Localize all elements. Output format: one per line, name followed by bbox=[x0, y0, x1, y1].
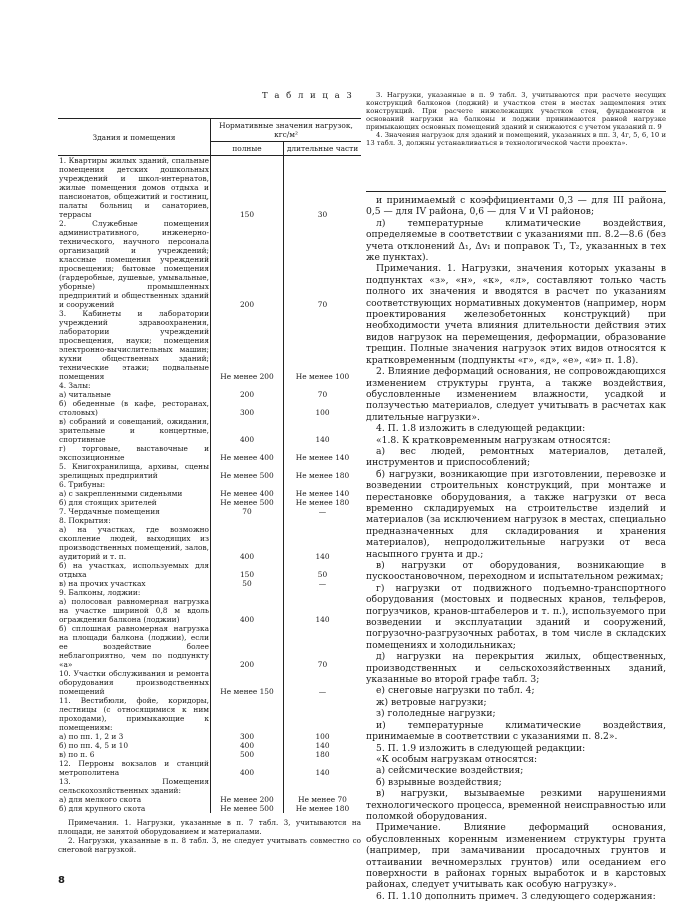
row-label: б) по пп. 4, 5 и 10 bbox=[59, 741, 129, 750]
table-row bbox=[58, 399, 361, 417]
table-row bbox=[58, 498, 361, 507]
table-row bbox=[58, 309, 361, 381]
row-label: 5. Книгохранилища, архивы, сцены зрелищных предприятий bbox=[59, 462, 209, 480]
row-label: б) сплошная равномерная нагрузка на площади балкона (лоджии), если ее воздействие более неблагоприятно, чем по подпункту «а» bbox=[59, 624, 209, 669]
row-label: 12. Перроны вокзалов и станций метрополитена bbox=[59, 759, 209, 777]
row-label: б) для стоящих зрителей bbox=[59, 498, 157, 507]
paragraph: «1.8. К кратковременным нагрузкам относятся: bbox=[376, 434, 611, 446]
paragraph: а) вес людей, ремонтных материалов, деталей, инструментов и приспособлений; bbox=[366, 445, 666, 469]
row-label: 8. Покрытия: bbox=[59, 516, 111, 525]
paragraph: б) взрывные воздействия; bbox=[376, 776, 502, 788]
row-long-value: — bbox=[284, 669, 362, 696]
row-full-value: 400 bbox=[211, 417, 284, 444]
table-row bbox=[58, 777, 361, 795]
row-label: 3. Кабинеты и лаборатории учреждений здравоохранения, лаборатории учреждений просвещения, науки; помещения электронно-вычислительных машин; кухни общественных зданий; технические этажи; подвальные помещения bbox=[59, 309, 209, 381]
row-label: 11. Вестибюли, фойе, коридоры, лестницы (с относящимися к ним проходами), примыкающие к помещениям: bbox=[59, 696, 209, 732]
row-label: в) собраний и совещаний, ожидания, зрительные и концертные, спортивные bbox=[59, 417, 209, 444]
row-full-value: 150 bbox=[211, 156, 284, 220]
row-full-value: 50 bbox=[211, 579, 284, 588]
paragraph: а) сейсмические воздействия; bbox=[376, 765, 524, 777]
row-label: 9. Балконы, лоджии: bbox=[59, 588, 141, 597]
table-title: Т а б л и ц а 3 bbox=[262, 91, 354, 101]
paragraph: б) нагрузки, возникающие при изготовлении, перевозке и возведении строительных конструкций, при монтаже и перестановке оборудования, а также нагрузки от веса временно складируемых на строительстве изделий и материалов (за исключением нагрузок в местах, специально предназначенных для складирования и хранения материалов), непродолжительные нагрузки от веса насыпного грунта и др.; bbox=[366, 468, 666, 560]
row-full-value: Не менее 200 bbox=[211, 309, 284, 381]
table-row bbox=[58, 732, 361, 741]
row-label: а) на участках, где возможно скопление людей, выходящих из производственных помещений, залов, аудиторий и т. п. bbox=[59, 525, 209, 561]
row-full-value: Не менее 400 bbox=[211, 444, 284, 462]
table-row bbox=[58, 219, 361, 309]
paragraph: и принимаемый с коэффициентами 0,3 — для III района, 0,5 — для IV района, 0,6 — для V и VI районов; bbox=[366, 195, 666, 218]
row-full-value bbox=[211, 480, 284, 489]
paragraph: з) гололедные нагрузки; bbox=[376, 708, 496, 720]
row-long-value: 30 bbox=[284, 156, 362, 220]
row-full-value bbox=[211, 381, 284, 390]
row-long-value: Не менее 180 bbox=[284, 804, 362, 813]
right-column-text bbox=[366, 195, 666, 902]
table-row bbox=[58, 444, 361, 462]
row-full-value: 300 bbox=[211, 399, 284, 417]
row-label: а) по пп. 1, 2 и 3 bbox=[59, 732, 124, 741]
row-label: 1. Квартиры жилых зданий, спальные помещения детских дошкольных учреждений и школ-интернатов, жилые помещения домов отдыха и пансионатов, общежитий и гостиниц, палаты больниц и санаториев, террасы bbox=[59, 156, 209, 219]
table-row bbox=[58, 561, 361, 579]
table-body bbox=[58, 156, 361, 814]
row-label: 7. Чердачные помещения bbox=[59, 507, 160, 516]
row-long-value bbox=[284, 381, 362, 390]
row-long-value: — bbox=[284, 507, 362, 516]
table-row bbox=[58, 741, 361, 750]
table-row bbox=[58, 759, 361, 777]
paragraph: л) температурные климатические воздействия, определяемые в соответствии с указаниями пп. 8.2—8.6 (без учета отклонений Δ₁, Δv₁ и поправок T₁, T₂, указанных в тех же пунктах). bbox=[366, 217, 666, 264]
row-long-value: 70 bbox=[284, 624, 362, 669]
table-row bbox=[58, 417, 361, 444]
row-long-value bbox=[284, 516, 362, 525]
paragraph: 5. П. 1.9 изложить в следующей редакции: bbox=[376, 742, 586, 754]
row-long-value: 70 bbox=[284, 219, 362, 309]
row-label: а) читальные bbox=[59, 390, 111, 399]
table-row bbox=[58, 624, 361, 669]
row-full-value: 400 bbox=[211, 759, 284, 777]
row-full-value: 200 bbox=[211, 624, 284, 669]
row-label: 6. Трибуны: bbox=[59, 480, 106, 489]
row-long-value: 50 bbox=[284, 561, 362, 579]
table-row bbox=[58, 669, 361, 696]
row-label: б) для крупного скота bbox=[59, 804, 146, 813]
row-long-value: Не менее 180 bbox=[284, 498, 362, 507]
row-label: 10. Участки обслуживания и ремонта оборудования производственных помещений bbox=[59, 669, 209, 696]
paragraph: 4. П. 1.8 изложить в следующей редакции: bbox=[376, 423, 586, 435]
table-row bbox=[58, 750, 361, 759]
row-label: б) обеденные (в кафе, ресторанах, столовых) bbox=[59, 399, 209, 417]
row-long-value: 140 bbox=[284, 741, 362, 750]
paragraph: 2. Влияние деформаций основания, не сопровождающихся изменением структуры грунта, а также воздействия, обусловленные изменением влажности, усадкой и ползучестью материалов, следует учитывать в расчетах как длительные нагрузки». bbox=[366, 366, 666, 423]
paragraph: Примечание. Влияние деформаций основания, обусловленных коренным изменением структуры грунта (например, при замачивании просадочных грунтов и оттаивании вечномерзлых грунтов) или оседанием его поверхности в районах горных выработок и в карстовых районах, следует учитывать как особую нагрузку». bbox=[366, 822, 666, 891]
row-long-value: — bbox=[284, 579, 362, 588]
col-head-full: полные bbox=[211, 142, 284, 156]
row-long-value bbox=[284, 588, 362, 597]
paragraph: «К особым нагрузкам относятся: bbox=[376, 753, 538, 765]
row-full-value bbox=[211, 516, 284, 525]
col-head-long: длительные части bbox=[284, 142, 362, 156]
loads-table bbox=[58, 118, 361, 813]
table-row bbox=[58, 381, 361, 390]
row-full-value: 400 bbox=[211, 741, 284, 750]
col-head-buildings: Здания и помещения bbox=[58, 119, 211, 156]
paragraph: в) нагрузки, вызываемые резкими нарушениями технологического процесса, временной неисправностью или поломкой оборудования. bbox=[366, 788, 666, 822]
table-row bbox=[58, 525, 361, 561]
table-row bbox=[58, 588, 361, 597]
paragraph: ж) ветровые нагрузки; bbox=[376, 696, 487, 708]
row-long-value: 140 bbox=[284, 417, 362, 444]
table-row bbox=[58, 579, 361, 588]
row-full-value: 200 bbox=[211, 390, 284, 399]
table-notes bbox=[58, 818, 361, 854]
top-notes bbox=[366, 91, 666, 147]
row-long-value bbox=[284, 696, 362, 732]
row-long-value: 100 bbox=[284, 732, 362, 741]
table-row bbox=[58, 597, 361, 624]
row-long-value bbox=[284, 777, 362, 795]
table-row bbox=[58, 795, 361, 804]
paragraph: Примечания. 1. Нагрузки, значения которых указаны в подпунктах «з», «н», «к», «л», составляют только часть полного их значения и вводятся в расчет по указаниям соответствующих нормативных документов (например, норм проектирования железобетонных конструкций) при необходимости учета влияния длительности действия этих видов нагрузок на перемещения, деформации, образование трещин. Полные значения нагрузок этих видов относятся к кратковременным (подпункты «г», «д», «е», «и» п. 1.8). bbox=[366, 263, 666, 366]
table-row bbox=[58, 156, 361, 220]
row-long-value: 140 bbox=[284, 759, 362, 777]
row-full-value: 200 bbox=[211, 219, 284, 309]
row-label: 2. Служебные помещения административного, инженерно-технического, научного персонала организаций и учреждений; классные помещения учреждений просвещения; бытовые помещения (гардеробные, душевые, умывальные, уборные) промышленных предприятий и общественных зданий и сооружений bbox=[59, 219, 209, 309]
table-row bbox=[58, 804, 361, 813]
row-label: 4. Залы: bbox=[59, 381, 91, 390]
row-long-value: 70 bbox=[284, 390, 362, 399]
row-label: в) по п. 6 bbox=[59, 750, 95, 759]
table-row bbox=[58, 696, 361, 732]
row-full-value: 70 bbox=[211, 507, 284, 516]
row-long-value: 100 bbox=[284, 399, 362, 417]
table-row bbox=[58, 516, 361, 525]
row-full-value: 400 bbox=[211, 597, 284, 624]
row-full-value: Не менее 200 bbox=[211, 795, 284, 804]
row-long-value: 140 bbox=[284, 597, 362, 624]
row-full-value: 500 bbox=[211, 750, 284, 759]
table-note: Примечания. 1. Нагрузки, указанные в п. 7 табл. 3, учитываются на площади, не занятой оборудованием и материалами. bbox=[58, 818, 361, 836]
row-long-value: Не менее 100 bbox=[284, 309, 362, 381]
row-long-value: 180 bbox=[284, 750, 362, 759]
row-full-value: Не менее 400 bbox=[211, 489, 284, 498]
row-full-value: 150 bbox=[211, 561, 284, 579]
table-row bbox=[58, 489, 361, 498]
row-long-value: Не менее 70 bbox=[284, 795, 362, 804]
table-note: 2. Нагрузки, указанные в п. 8 табл. 3, не следует учитывать совместно со снеговой нагрузкой. bbox=[58, 836, 361, 854]
row-long-value: 140 bbox=[284, 525, 362, 561]
row-full-value: Не менее 150 bbox=[211, 669, 284, 696]
row-label: б) на участках, используемых для отдыха bbox=[59, 561, 209, 579]
row-full-value bbox=[211, 777, 284, 795]
page-number: 8 bbox=[58, 875, 65, 886]
paragraph: г) нагрузки от подвижного подъемно-транспортного оборудования (мостовых и подвесных кранов, тельферов, погрузчиков, кранов-штабелеров и т. п.), используемого при возведении и эксплуатации зданий и сооружений, погрузочно-разгрузочных работах, в том числе в складских помещениях и холодильниках; bbox=[366, 582, 666, 651]
row-full-value: 400 bbox=[211, 525, 284, 561]
row-full-value: Не менее 500 bbox=[211, 462, 284, 480]
table-row bbox=[58, 462, 361, 480]
table-row bbox=[58, 480, 361, 489]
row-long-value: Не менее 140 bbox=[284, 444, 362, 462]
row-long-value: Не менее 140 bbox=[284, 489, 362, 498]
row-label: а) с закрепленными сиденьями bbox=[59, 489, 183, 498]
row-long-value bbox=[284, 480, 362, 489]
table-row bbox=[58, 390, 361, 399]
paragraph: д) нагрузки на перекрытия жилых, общественных, производственных и сельскохозяйственных зданий, указанные во второй графе табл. 3; bbox=[366, 651, 666, 686]
row-label: 13. Помещения сельскохозяйственных зданий: bbox=[59, 777, 209, 795]
row-label: а) для мелкого скота bbox=[59, 795, 142, 804]
col-head-norm: Нормативные значения нагрузок, кгс/м² bbox=[211, 119, 362, 142]
row-label: в) на прочих участках bbox=[59, 579, 146, 588]
top-note: 3. Нагрузки, указанные в п. 9 табл. 3, учитываются при расчете несущих конструкций балконов (лоджий) и участков стен в местах защемления этих конструкций. При расчете нижележащих участков стен, фундаментов и оснований нагрузки на балконы и лоджии принимаются равной нагрузке примыкающих основных помещений зданий и снижаются с учетом указаний п. 9 bbox=[366, 91, 666, 131]
row-full-value bbox=[211, 696, 284, 732]
row-long-value: Не менее 180 bbox=[284, 462, 362, 480]
paragraph: и) температурные климатические воздействия, принимаемые в соответствии с указаниями п. 8.2». bbox=[366, 719, 666, 743]
paragraph: в) нагрузки от оборудования, возникающие в пускоостановочном, переходном и испытательном режимах; bbox=[366, 560, 666, 583]
row-label: г) торговые, выставочные и экспозиционные bbox=[59, 444, 209, 462]
paragraph: 6. П. 1.10 дополнить примеч. 3 следующего содержания: bbox=[376, 890, 656, 902]
divider bbox=[366, 191, 666, 192]
top-note: 4. Значения нагрузок для зданий и помещений, указанных в пп. 3, 4г, 5, 6, 10 и 13 табл. 3, должны устанавливаться в технологической части проекта». bbox=[366, 131, 666, 147]
row-full-value: Не менее 500 bbox=[211, 804, 284, 813]
row-full-value: Не менее 500 bbox=[211, 498, 284, 507]
table-row bbox=[58, 507, 361, 516]
row-full-value: 300 bbox=[211, 732, 284, 741]
row-full-value bbox=[211, 588, 284, 597]
paragraph: е) снеговые нагрузки по табл. 4; bbox=[376, 685, 535, 697]
row-label: а) полосовая равномерная нагрузка на участке шириной 0,8 м вдоль ограждения балкона (лоджии) bbox=[59, 597, 209, 624]
